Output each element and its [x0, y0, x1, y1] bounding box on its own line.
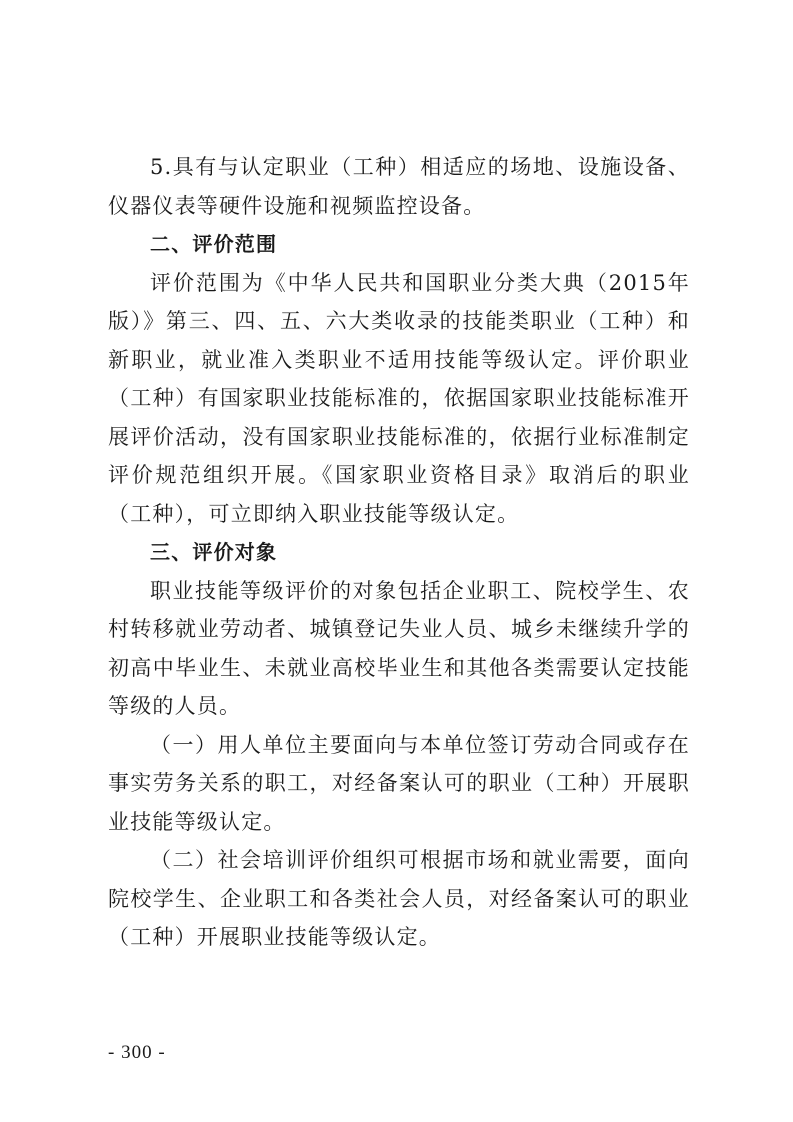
paragraph-targets: 职业技能等级评价的对象包括企业职工、院校学生、农村转移就业劳动者、城镇登记失业人员、城乡未继续升学的初高中毕业生、未就业高校毕业生和其他各类需要认定技能等级的人员。 — [108, 578, 690, 718]
section-heading-targets: 三、评价对象 — [150, 540, 278, 564]
paragraph-item-5: 5.具有与认定职业（工种）相适应的场地、设施设备、仪器仪表等硬件设施和视频监控设备。 — [108, 155, 690, 218]
paragraph-targets-training-orgs: （二）社会培训评价组织可根据市场和就业需要，面向院校学生、企业职工和各类社会人员，对经备案认可的职业（工种）开展职业技能等级认定。 — [108, 848, 690, 949]
paragraph-targets-employers: （一）用人单位主要面向与本单位签订劳动合同或存在事实劳务关系的职工，对经备案认可的职业（工种）开展职业技能等级认定。 — [108, 732, 690, 834]
section-heading-scope: 二、评价范围 — [150, 232, 278, 256]
page-number: - 300 - — [108, 1042, 166, 1063]
paragraph-scope: 评价范围为《中华人民共和国职业分类大典（2015年版）》第三、四、五、六大类收录的技能类职业（工种）和新职业，就业准入类职业不适用技能等级认定。评价职业（工种）有国家职业技能标准的，依据国家职业技能标准开展评价活动，没有国家职业技能标准的，依据行业标准制定评价规范组织开展。《国家职业资格目录》取消后的职业（工种），可立即纳入职业技能等级认定。 — [108, 270, 690, 526]
document-body — [108, 148, 690, 957]
